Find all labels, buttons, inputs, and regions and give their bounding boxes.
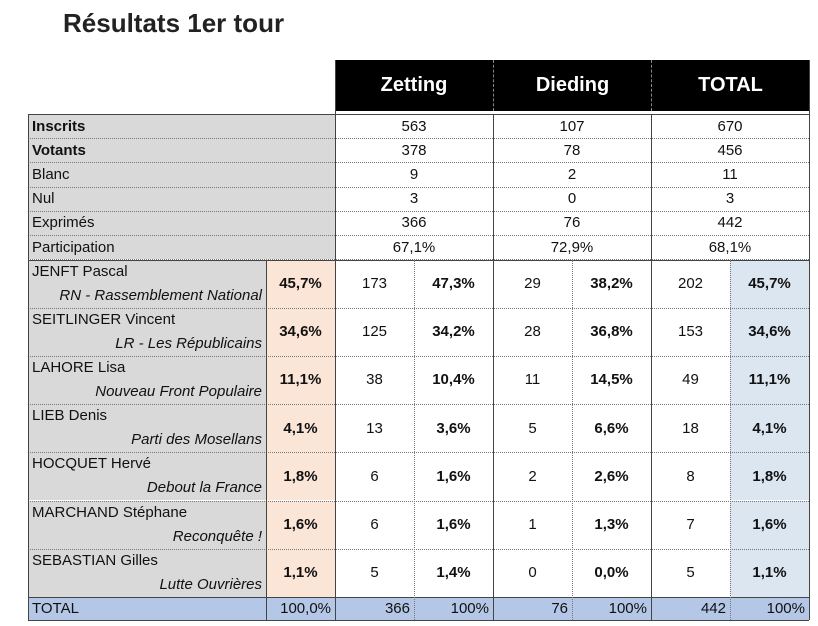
dieding-percent: 2,6%	[594, 467, 629, 485]
row-label: Blanc	[28, 162, 335, 186]
grid-line-horizontal	[28, 187, 809, 188]
candidate-cell	[28, 356, 266, 404]
dieding-percent: 14,5%	[590, 371, 633, 389]
total-percent-cell: 45,7%	[266, 260, 335, 308]
candidate-name: LAHORE Lisa	[32, 358, 126, 376]
zetting-percent: 47,3%	[432, 275, 475, 293]
row-label: Nul	[28, 187, 335, 211]
column-header: TOTAL	[651, 60, 809, 111]
total-total: 442	[651, 597, 730, 620]
grid-line-horizontal	[28, 620, 809, 621]
summary-value: 11	[722, 165, 738, 183]
grid-line-vertical	[809, 60, 810, 620]
candidate-party: Lutte Ouvrières	[159, 575, 262, 593]
total-percent-cell: 34,6%	[266, 308, 335, 356]
total-zetting-pct: 100%	[414, 597, 493, 620]
grid-line-horizontal	[28, 356, 809, 357]
candidate-party: Reconquête !	[172, 527, 262, 545]
summary-value: 67,1%	[392, 238, 436, 256]
grid-line-horizontal	[28, 501, 809, 502]
summary-value: 366	[401, 214, 427, 232]
total-percent-cell: 4,1%	[266, 404, 335, 452]
zetting-percent: 1,4%	[436, 564, 471, 582]
summary-value: 3	[725, 190, 735, 208]
candidate-name: SEBASTIAN Gilles	[32, 551, 158, 569]
grid-line-vertical	[266, 260, 267, 621]
total-total-pct: 100%	[730, 597, 809, 620]
dieding-votes: 11	[524, 371, 541, 389]
total-percent: 1,8%	[730, 452, 809, 500]
grid-line-horizontal	[28, 138, 809, 139]
grid-line-vertical	[651, 114, 652, 620]
summary-value: 670	[717, 117, 743, 135]
dieding-percent: 1,3%	[594, 516, 629, 534]
dieding-votes: 2	[528, 467, 537, 485]
candidate-name: LIEB Denis	[32, 407, 108, 425]
total-votes: 153	[677, 323, 704, 341]
candidate-name: MARCHAND Stéphane	[32, 503, 188, 521]
zetting-votes: 173	[361, 275, 388, 293]
candidate-name: JENFT Pascal	[32, 262, 128, 280]
dieding-votes: 5	[528, 419, 537, 437]
grid-line-vertical	[493, 114, 494, 620]
zetting-votes: 125	[361, 323, 388, 341]
total-percent: 11,1%	[730, 356, 809, 404]
total-percent: 34,6%	[730, 308, 809, 356]
total-percent: 45,7%	[730, 260, 809, 308]
zetting-percent: 34,2%	[432, 323, 475, 341]
summary-value: 78	[563, 141, 581, 159]
row-label: Inscrits	[28, 114, 335, 138]
grid-line-vertical	[335, 60, 336, 620]
dieding-percent: 0,0%	[594, 564, 629, 582]
dieding-votes: 0	[528, 564, 537, 582]
zetting-votes: 38	[366, 371, 383, 389]
row-label: Exprimés	[28, 211, 335, 235]
grid-line-horizontal	[28, 211, 809, 212]
dieding-votes: 28	[524, 323, 541, 341]
summary-value: 378	[401, 141, 427, 159]
zetting-percent: 1,6%	[436, 516, 471, 534]
summary-value: 442	[717, 214, 743, 232]
candidate-cell	[28, 452, 266, 500]
total-percent: 1,6%	[730, 501, 809, 549]
candidate-cell	[28, 260, 266, 308]
total-percent: 1,1%	[730, 549, 809, 597]
total-votes: 18	[682, 419, 699, 437]
total-percent: 4,1%	[730, 404, 809, 452]
candidate-cell	[28, 501, 266, 549]
candidate-name: HOCQUET Hervé	[32, 455, 151, 473]
dieding-votes: 1	[528, 516, 537, 534]
summary-value: 563	[401, 117, 427, 135]
row-label: Votants	[28, 138, 335, 162]
total-votes: 202	[677, 275, 704, 293]
dieding-votes: 29	[524, 275, 541, 293]
total-dieding-pct: 100%	[572, 597, 651, 620]
grid-line-horizontal	[28, 452, 809, 453]
grid-line-vertical	[730, 260, 731, 621]
zetting-votes: 13	[366, 419, 383, 437]
total-percent-cell: 1,6%	[266, 501, 335, 549]
grid-line-vertical	[572, 260, 573, 621]
summary-value: 107	[559, 117, 585, 135]
grid-line-vertical	[414, 260, 415, 621]
dieding-percent: 38,2%	[590, 275, 633, 293]
total-zetting: 366	[335, 597, 414, 620]
grid-line-horizontal	[28, 260, 809, 261]
total-percent-cell: 1,8%	[266, 452, 335, 500]
summary-value: 9	[409, 165, 419, 183]
grid-line-horizontal	[28, 308, 809, 309]
total-votes: 49	[682, 371, 699, 389]
column-header: Dieding	[493, 60, 651, 111]
candidate-cell	[28, 549, 266, 597]
summary-value: 72,9%	[550, 238, 594, 256]
candidate-party: Debout la France	[146, 479, 262, 497]
zetting-percent: 3,6%	[436, 419, 471, 437]
grid-line-horizontal	[28, 597, 809, 598]
grid-line-horizontal	[28, 162, 809, 163]
summary-value: 76	[563, 214, 581, 232]
row-label: Participation	[28, 235, 335, 259]
dieding-percent: 6,6%	[594, 419, 629, 437]
total-votes: 8	[686, 467, 695, 485]
total-votes: 5	[686, 564, 695, 582]
grid-line-horizontal	[28, 114, 809, 115]
candidate-cell	[28, 404, 266, 452]
summary-value: 456	[717, 141, 743, 159]
zetting-votes: 5	[370, 564, 379, 582]
zetting-percent: 10,4%	[432, 371, 475, 389]
zetting-percent: 1,6%	[436, 467, 471, 485]
total-pct: 100,0%	[266, 597, 335, 620]
candidate-name: SEITLINGER Vincent	[32, 310, 176, 328]
grid-line-horizontal	[28, 404, 809, 405]
total-percent-cell: 1,1%	[266, 549, 335, 597]
summary-value: 68,1%	[708, 238, 752, 256]
candidate-party: LR - Les Républicains	[115, 334, 262, 352]
total-votes: 7	[686, 516, 695, 534]
total-label: TOTAL	[28, 597, 266, 620]
zetting-votes: 6	[370, 516, 379, 534]
candidate-party: Parti des Mosellans	[131, 431, 262, 449]
total-percent-cell: 11,1%	[266, 356, 335, 404]
candidate-party: Nouveau Front Populaire	[95, 382, 262, 400]
page-title: Résultats 1er tour	[63, 8, 285, 38]
dieding-percent: 36,8%	[590, 323, 633, 341]
summary-value: 2	[567, 165, 577, 183]
zetting-votes: 6	[370, 467, 379, 485]
candidate-party: RN - Rassemblement National	[59, 286, 262, 304]
grid-line-horizontal	[28, 235, 809, 236]
grid-line-vertical	[28, 114, 29, 620]
total-dieding: 76	[493, 597, 572, 620]
column-header: Zetting	[335, 60, 493, 111]
summary-value: 3	[409, 190, 419, 208]
grid-line-horizontal	[28, 549, 809, 550]
summary-value: 0	[567, 190, 577, 208]
candidate-cell	[28, 308, 266, 356]
